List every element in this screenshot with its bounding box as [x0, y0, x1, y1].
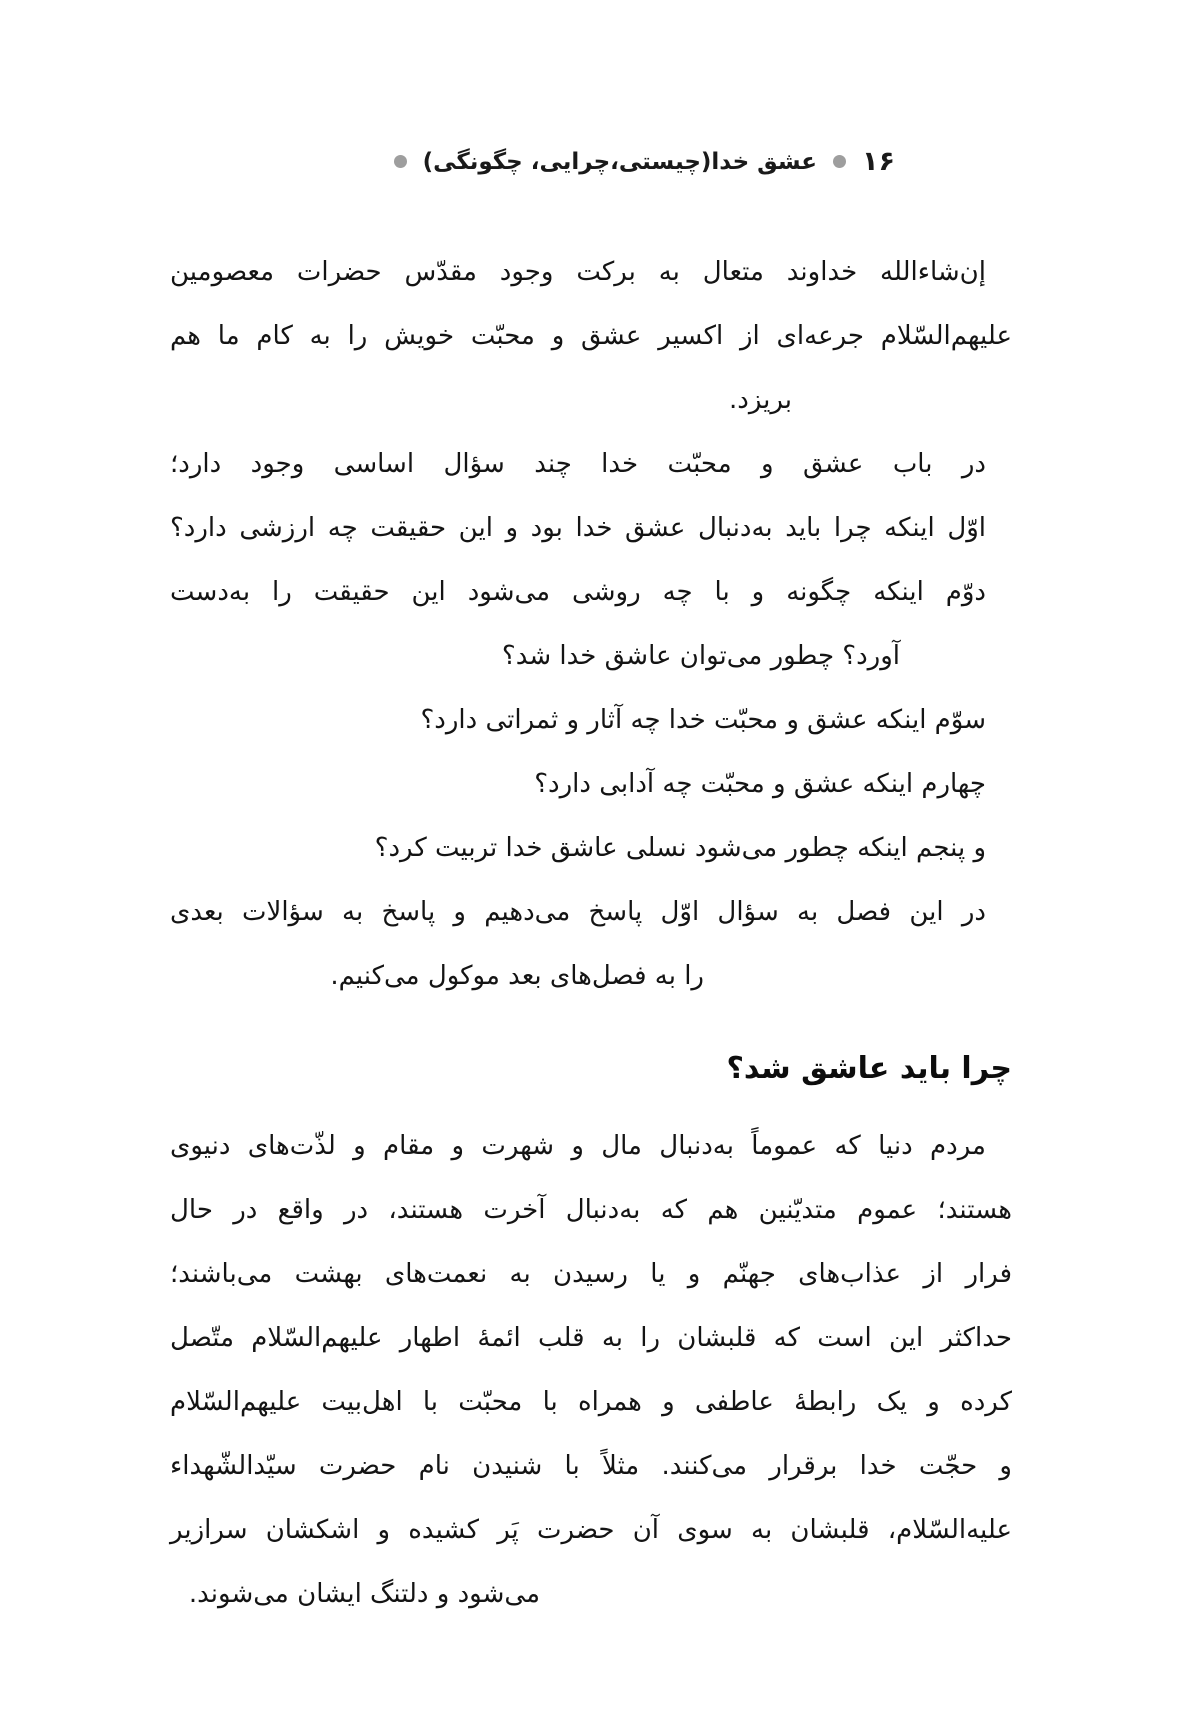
body-line: فرار از عذاب‌های جهنّم و یا رسیدن به نعمت‌های بهشت می‌باشند؛ [170, 1259, 1012, 1289]
section-heading: چرا باید عاشق شد؟ [726, 1051, 1012, 1086]
body-line: و حجّت خدا برقرار می‌کنند. مثلاً با شنیدن نام حضرت سیّدالشّهداء [170, 1451, 1012, 1481]
header-dot-icon [394, 155, 407, 168]
body-line: در این فصل به سؤال اوّل پاسخ می‌دهیم و پاسخ به سؤالات بعدی [170, 897, 986, 927]
running-title: عشق خدا(چیستی،چرایی، چگونگی) [422, 148, 818, 175]
body-line: آورد؟ چطور می‌توان عاشق خدا شد؟ [501, 641, 900, 671]
body-line: کرده و یک رابطهٔ عاطفی و همراه با محبّت با اهل‌بیت علیهم‌السّلام [170, 1387, 1012, 1417]
body-text [170, 240, 1012, 1626]
page-number: ۱۶ [862, 146, 895, 177]
running-header [394, 146, 895, 177]
body-line: علیه‌السّلام، قلبشان به سوی آن حضرت پَر کشیده و اشکشان سرازیر [170, 1515, 1012, 1545]
body-line: بریزد. [728, 385, 792, 415]
paragraph-group-why-love [170, 1114, 1012, 1626]
body-line: و پنجم اینکه چطور می‌شود نسلی عاشق خدا تربیت کرد؟ [374, 833, 986, 863]
body-line: هستند؛ عموم متدیّنین هم که به‌دنبال آخرت هستند، در واقع در حال [170, 1195, 1012, 1225]
paragraph-group-intro [170, 240, 1012, 1008]
body-line: إن‌شاءالله خداوند متعال به برکت وجود مقدّس حضرات معصومین [170, 257, 986, 287]
body-line: می‌شود و دلتنگ ایشان می‌شوند. [188, 1579, 540, 1609]
body-line: اوّل اینکه چرا باید به‌دنبال عشق خدا بود و این حقیقت چه ارزشی دارد؟ [170, 513, 986, 543]
body-line: سوّم اینکه عشق و محبّت خدا چه آثار و ثمراتی دارد؟ [420, 705, 986, 735]
body-line: چهارم اینکه عشق و محبّت چه آدابی دارد؟ [534, 769, 986, 799]
body-line: دوّم اینکه چگونه و با چه روشی می‌شود این حقیقت را به‌دست [170, 577, 986, 607]
body-line: علیهم‌السّلام جرعه‌ای از اکسیر عشق و محبّت خویش را به کام ما هم [170, 321, 1012, 351]
body-line: در باب عشق و محبّت خدا چند سؤال اساسی وجود دارد؛ [170, 449, 986, 479]
body-line: حداکثر این است که قلبشان را به قلب ائمهٔ اطهار علیهم‌السّلام متّصل [170, 1323, 1012, 1353]
body-line: مردم دنیا که عموماً به‌دنبال مال و شهرت و مقام و لذّت‌های دنیوی [170, 1131, 986, 1161]
body-line: را به فصل‌های بعد موکول می‌کنیم. [330, 961, 704, 991]
header-dot-icon [833, 155, 846, 168]
